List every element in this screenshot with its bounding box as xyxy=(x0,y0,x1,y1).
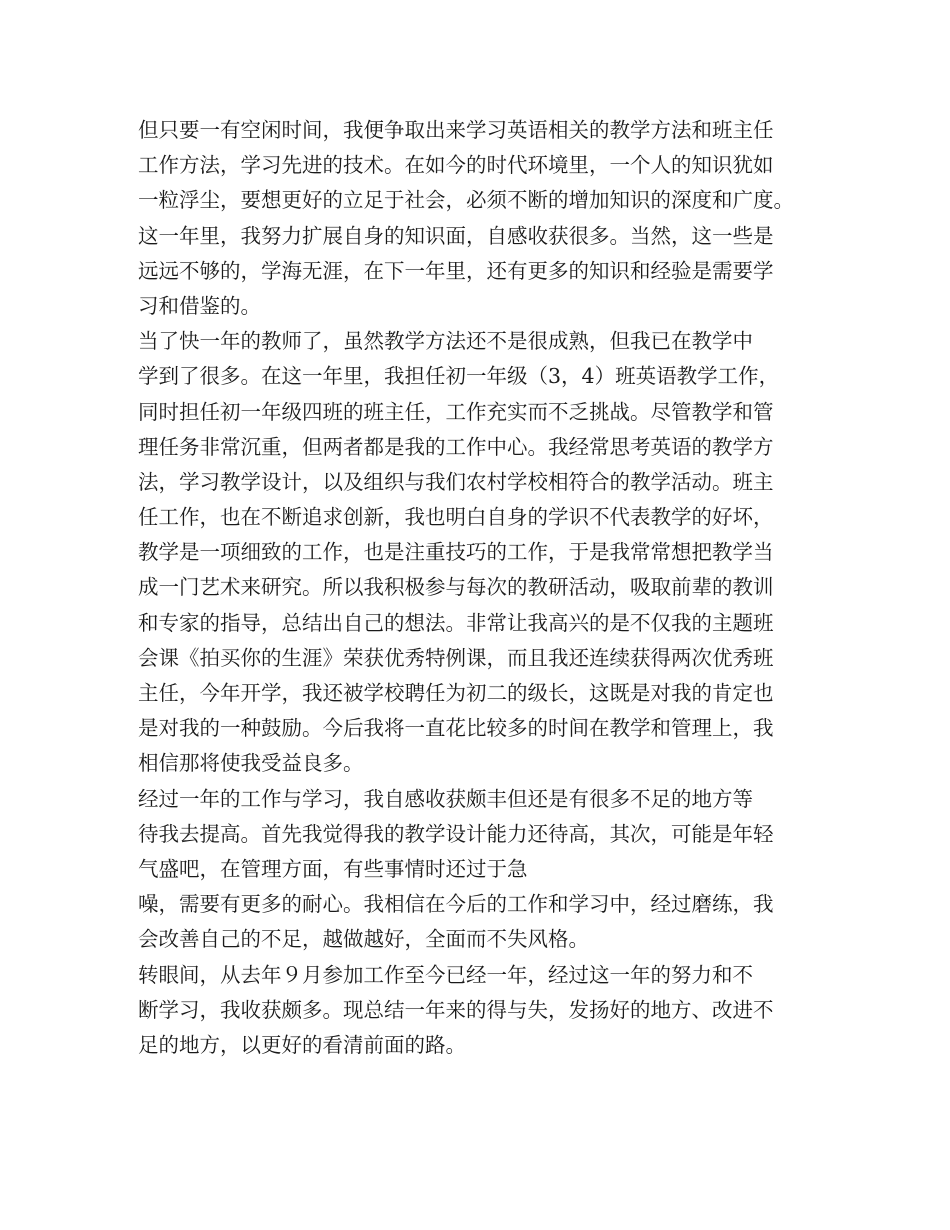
text-line: 法，学习教学设计，以及组织与我们农村学校相符合的教学活动。班主 xyxy=(138,469,774,494)
text-line: 经过一年的工作与学习，我自感收获颇丰但还是有很多不足的地方等 xyxy=(138,786,753,811)
text-line: 足的地方，以更好的看清前面的路。 xyxy=(138,1032,466,1057)
text-line: 工作方法，学习先进的技术。在如今的时代环境里，一个人的知识犹如 xyxy=(138,153,774,178)
text-line: 理任务非常沉重，但两者都是我的工作中心。我经常思考英语的教学方 xyxy=(138,434,774,459)
text-line: 断学习，我收获颇多。现总结一年来的得与失，发扬好的地方、改进不 xyxy=(138,997,774,1022)
text-line: 是对我的一种鼓励。今后我将一直花比较多的时间在教学和管理上，我 xyxy=(138,716,774,741)
text-line: 待我去提高。首先我觉得我的教学设计能力还待高，其次，可能是年轻 xyxy=(138,821,774,846)
text-line: 当了快一年的教师了，虽然教学方法还不是很成熟，但我已在教学中 xyxy=(138,329,753,354)
text-line: 同时担任初一年级四班的班主任，工作充实而不乏挑战。尽管教学和管 xyxy=(138,399,774,424)
text-line: 气盛吧，在管理方面，有些事情时还过于急 xyxy=(138,856,528,881)
text-line: 和专家的指导，总结出自己的想法。非常让我高兴的是不仅我的主题班 xyxy=(138,610,774,635)
text-line: 任工作，也在不断追求创新，我也明白自身的学识不代表教学的好坏， xyxy=(138,505,774,530)
text-line: 这一年里，我努力扩展自身的知识面，自感收获很多。当然，这一些是 xyxy=(138,223,774,248)
body-text xyxy=(138,113,818,1063)
text-line: 噪，需要有更多的耐心。我相信在今后的工作和学习中，经过磨练，我 xyxy=(138,892,774,917)
text-line: 教学是一项细致的工作，也是注重技巧的工作，于是我常常想把教学当 xyxy=(138,540,774,565)
text-line: 远远不够的，学海无涯，在下一年里，还有更多的知识和经验是需要学 xyxy=(138,258,774,283)
text-line: 习和借鉴的。 xyxy=(138,293,261,318)
text-line: 但只要一有空闲时间，我便争取出来学习英语相关的教学方法和班主任 xyxy=(138,118,774,142)
text-line: 会课《拍买你的生涯》荣获优秀特例课，而且我还连续获得两次优秀班 xyxy=(138,645,774,670)
text-line: 相信那将使我受益良多。 xyxy=(138,751,364,776)
text-line: 成一门艺术来研究。所以我积极参与每次的教研活动，吸取前辈的教训 xyxy=(138,575,774,600)
text-line: 一粒浮尘，要想更好的立足于社会，必须不断的增加知识的深度和广度。 xyxy=(138,188,794,213)
text-line: 学到了很多。在这一年里，我担任初一年级（3，4）班英语教学工作， xyxy=(138,364,780,389)
text-line: 会改善自己的不足，越做越好，全面而不失风格。 xyxy=(138,927,589,952)
text-line: 主任，今年开学，我还被学校聘任为初二的级长，这既是对我的肯定也 xyxy=(138,681,774,705)
text-line: 转眼间，从去年９月参加工作至今已经一年，经过这一年的努力和不 xyxy=(138,962,753,987)
